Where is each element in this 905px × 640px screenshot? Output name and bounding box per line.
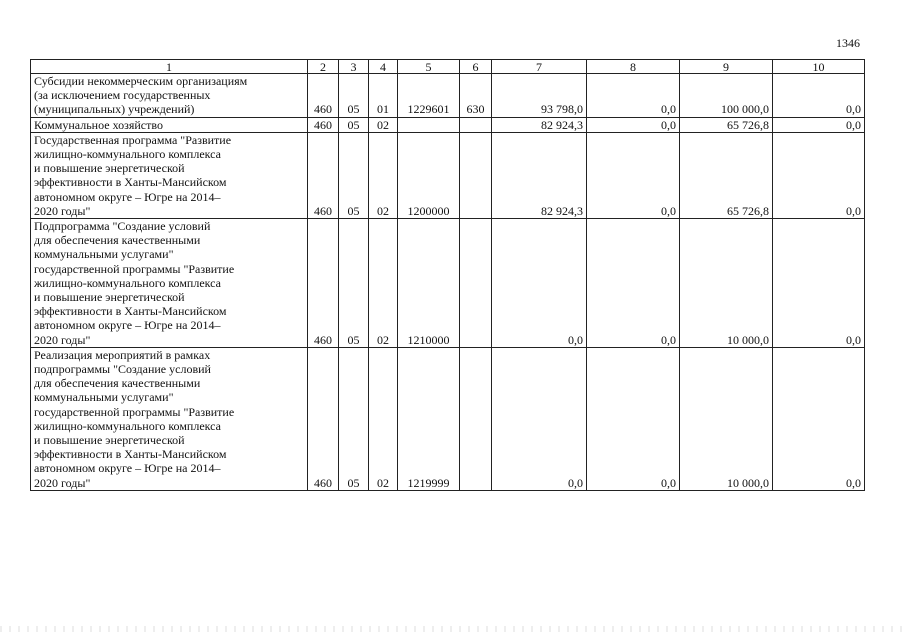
scan-artifact-strip (0, 626, 905, 632)
cell-subsection: 02 (369, 347, 398, 490)
cell-expense-type (460, 132, 492, 218)
row-name: Субсидии некоммерческим организациям (за исключением государственных (муниципальных) учреждений) (31, 74, 308, 118)
cell-amount-9: 100 000,0 (680, 74, 773, 118)
cell-section: 05 (339, 347, 369, 490)
col-header-9: 9 (680, 60, 773, 74)
col-header-7: 7 (492, 60, 587, 74)
cell-expense-type (460, 117, 492, 132)
cell-amount-7: 0,0 (492, 219, 587, 348)
cell-amount-9: 65 726,8 (680, 132, 773, 218)
cell-target-article: 1200000 (398, 132, 460, 218)
col-header-6: 6 (460, 60, 492, 74)
cell-section: 05 (339, 219, 369, 348)
table-row (31, 132, 865, 218)
cell-target-article: 1210000 (398, 219, 460, 348)
cell-amount-8: 0,0 (587, 347, 680, 490)
col-header-2: 2 (308, 60, 339, 74)
cell-amount-9: 65 726,8 (680, 117, 773, 132)
cell-admin-code: 460 (308, 117, 339, 132)
row-name: Реализация мероприятий в рамках подпрограммы "Создание условий для обеспечения качественными коммунальными услугами" государственной программы "Развитие жилищно-коммунального комплекса и повышение энергетической эффективности в Ханты-Мансийском автономном округе – Югре на 2014– 2020 годы" (31, 347, 308, 490)
cell-target-article (398, 117, 460, 132)
col-header-4: 4 (369, 60, 398, 74)
cell-amount-7: 93 798,0 (492, 74, 587, 118)
col-header-3: 3 (339, 60, 369, 74)
cell-amount-7: 82 924,3 (492, 132, 587, 218)
cell-expense-type (460, 347, 492, 490)
table-row (31, 117, 865, 132)
cell-target-article: 1219999 (398, 347, 460, 490)
cell-subsection: 02 (369, 132, 398, 218)
table-row (31, 347, 865, 490)
cell-amount-9: 10 000,0 (680, 347, 773, 490)
cell-subsection: 02 (369, 117, 398, 132)
cell-amount-10: 0,0 (773, 219, 865, 348)
col-header-1: 1 (31, 60, 308, 74)
cell-amount-8: 0,0 (587, 219, 680, 348)
cell-amount-9: 10 000,0 (680, 219, 773, 348)
cell-expense-type: 630 (460, 74, 492, 118)
cell-amount-10: 0,0 (773, 132, 865, 218)
cell-amount-10: 0,0 (773, 117, 865, 132)
cell-admin-code: 460 (308, 74, 339, 118)
col-header-10: 10 (773, 60, 865, 74)
cell-section: 05 (339, 74, 369, 118)
cell-amount-8: 0,0 (587, 132, 680, 218)
row-name: Государственная программа "Развитие жилищно-коммунального комплекса и повышение энергетической эффективности в Ханты-Мансийском автономном округе – Югре на 2014– 2020 годы" (31, 132, 308, 218)
row-name: Коммунальное хозяйство (31, 117, 308, 132)
cell-target-article: 1229601 (398, 74, 460, 118)
col-header-8: 8 (587, 60, 680, 74)
cell-section: 05 (339, 117, 369, 132)
cell-admin-code: 460 (308, 347, 339, 490)
cell-amount-8: 0,0 (587, 117, 680, 132)
col-header-5: 5 (398, 60, 460, 74)
budget-table (30, 59, 865, 491)
table-row (31, 219, 865, 348)
cell-amount-7: 82 924,3 (492, 117, 587, 132)
cell-subsection: 02 (369, 219, 398, 348)
cell-expense-type (460, 219, 492, 348)
cell-amount-10: 0,0 (773, 74, 865, 118)
cell-amount-10: 0,0 (773, 347, 865, 490)
cell-amount-7: 0,0 (492, 347, 587, 490)
table-row (31, 74, 865, 118)
cell-section: 05 (339, 132, 369, 218)
cell-subsection: 01 (369, 74, 398, 118)
cell-admin-code: 460 (308, 219, 339, 348)
cell-amount-8: 0,0 (587, 74, 680, 118)
row-name: Подпрограмма "Создание условий для обеспечения качественными коммунальными услугами" государственной программы "Развитие жилищно-коммунального комплекса и повышение энергетической эффективности в Ханты-Мансийском автономном округе – Югре на 2014– 2020 годы" (31, 219, 308, 348)
page-number: 1346 (836, 36, 860, 50)
cell-admin-code: 460 (308, 132, 339, 218)
header-row (31, 60, 865, 74)
